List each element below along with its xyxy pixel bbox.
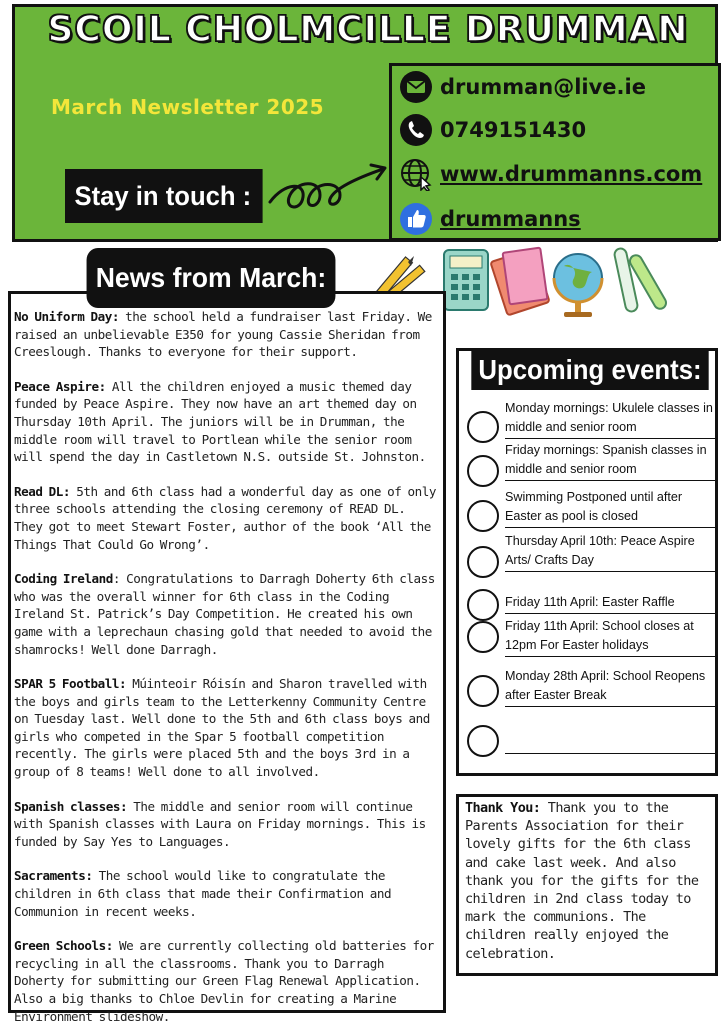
contact-website-row[interactable] [398,156,702,192]
event-checkbox[interactable] [467,546,499,578]
event-text: Thursday April 10th: Peace Aspire Arts/ Crafts Day [505,532,715,572]
event-text [505,731,715,754]
event-checkbox[interactable] [467,675,499,707]
news-item [14,308,440,361]
globe-stand-icon [554,254,602,317]
news-item-body: 5th and 6th class had a wonderful day as one of only three schools attending the closing ceremony of READ DL. They got to meet Stewart Foster, author of the book ‘All the Things That Could Go Wrong’. [14,483,437,552]
globe-icon [398,156,434,192]
news-box [8,291,446,1023]
news-item-body: The middle and senior room will continue with Spanish classes with Laura on Friday mornings. This is funded by Say Yes to Languages. [14,798,426,849]
news-item-heading: No Uniform Day: [14,309,119,324]
school-name: SCOIL CHOLMCILLE DRUMMAN [47,9,689,50]
thumbs-up-icon [398,201,434,237]
thank-you-body: Thank you to the Parents Association for their lovely gifts for the 6th class and cake last week. And also thank you for the gifts for the children in 2nd class today to mark the communions. The children really enjoyed the celebration. [465,800,699,962]
event-checkbox[interactable] [467,500,499,532]
news-item-heading: Spanish classes: [14,798,128,814]
test-tube-icon [613,247,668,312]
contact-phone[interactable]: 0749151430 [440,118,587,142]
news-item-heading: SPAR 5 Football: [14,676,127,692]
news-item [14,798,440,851]
news-item-body: We are currently collecting old batteries for recycling in all the classrooms. Thank you to Darragh Doherty for submitting our Green Flag Renewal Application. Also a big thanks to Chloe Devlin for creating a Marine Environment slideshow. [14,938,434,1023]
news-item-heading: Sacraments: [14,868,93,884]
news-item [14,867,440,920]
event-text: Monday 28th April: School Reopens after Easter Break [505,667,715,707]
contact-email-row[interactable] [398,69,646,105]
newsletter-title: March Newsletter 2025 [51,95,325,119]
news-item [14,937,440,1023]
news-item [14,378,440,466]
swirl-arrow-icon [265,157,395,227]
news-item-body: the school held a fundraiser last Friday. We raised an unbelievable E350 for young Cassie Sheridan from Creeslough. Thanks to everyone for their support. [14,309,432,360]
news-heading: News from March: [87,248,336,308]
news-item-heading: Coding Ireland [14,571,113,587]
event-text: Friday mornings: Spanish classes in middle and senior room [505,441,715,481]
contact-facebook[interactable]: drummanns [440,207,581,231]
news-item-heading: Peace Aspire: [14,378,106,394]
news-item-body: All the children enjoyed a music themed day funded by Peace Aspire. They now have an art themed day on Thursday 10th April. The juniors will be in Drumman, the middle room will travel to Portlean while the senior room will spend the day in Castletown N.S. outside St. Johnston. [14,378,426,465]
contact-website[interactable]: www.drummanns.com [440,162,703,186]
event-checkbox[interactable] [467,411,499,443]
thank-you-heading: Thank You: [465,800,541,816]
events-heading: Upcoming events: [471,350,708,390]
events-box [456,348,718,776]
contact-facebook-row[interactable] [398,201,581,237]
phone-icon [398,112,434,148]
event-text: Swimming Postponed until after Easter as pool is closed [505,488,715,528]
news-item-body: The school would like to congratulate the children in 6th class that made their Confirmation and Communion in recent weeks. [14,868,392,919]
event-checkbox[interactable] [467,589,499,621]
event-checkbox[interactable] [467,455,499,487]
contact-email[interactable]: drumman@live.ie [440,75,646,99]
event-checkbox[interactable] [467,725,499,757]
header-banner [12,4,718,242]
contact-phone-row[interactable] [398,112,586,148]
news-item-body: Múinteoir Róisín and Sharon travelled with the boys and girls team to the Letterkenny Community Centre on Tuesday last. Well done to the 5th and 6th class boys and girls who competed in the Spar 5 football competition recently. The girls were placed 5th and the boys 3rd in a group of 8 teams! Well done to all involved. [14,676,430,780]
news-item [14,675,440,781]
envelope-icon [398,69,434,105]
stay-in-touch-label: Stay in touch : [65,169,263,223]
notebook-icon [490,248,549,316]
contact-box [389,63,721,241]
event-checkbox[interactable] [467,621,499,653]
thank-you-box [456,794,718,976]
news-item-heading: Green Schools: [14,938,113,954]
news-item [14,570,440,658]
calculator-icon [444,250,488,310]
event-text: Monday mornings: Ukulele classes in middle and senior room [505,399,715,439]
event-text: Friday 11th April: Easter Raffle [505,593,715,614]
event-text: Friday 11th April: School closes at 12pm For Easter holidays [505,617,715,657]
news-item-body: : Congratulations to Darragh Doherty 6th class who was the overall winner for 6th class in the Coding Ireland St. Patrick’s Day Competition. He created his own game with a leprechaun chasing gold that needed to avoid the shamrocks! Well done Darragh. [14,571,435,657]
news-item [14,483,440,553]
news-item-heading: Read DL: [14,483,71,499]
